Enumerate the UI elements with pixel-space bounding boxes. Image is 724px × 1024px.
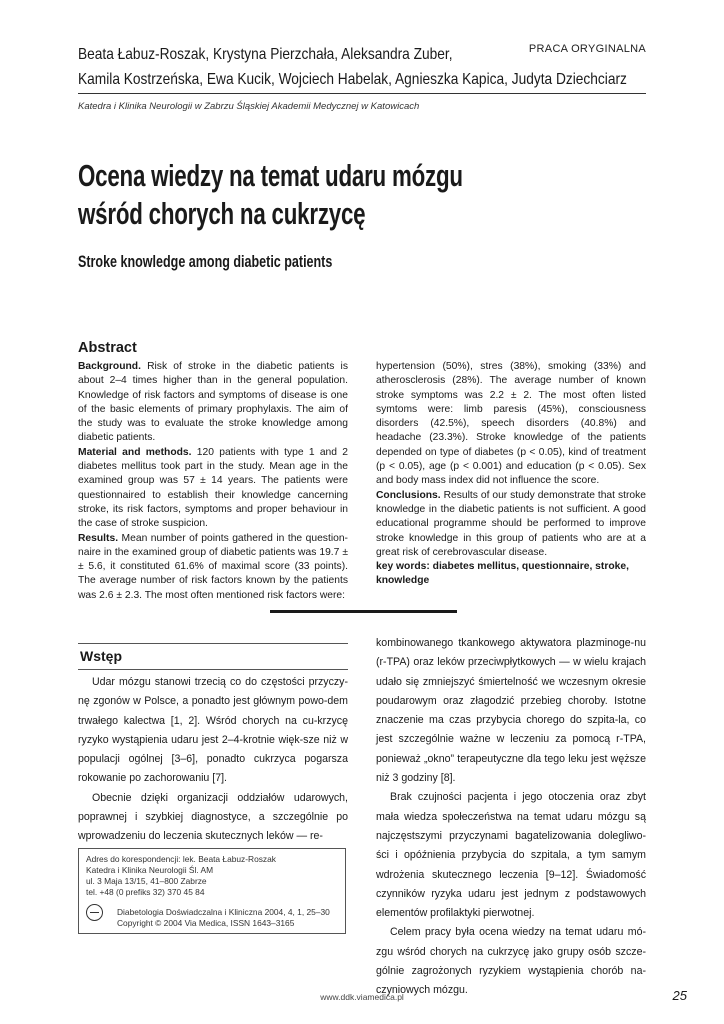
results-label: Results. — [78, 532, 119, 544]
intro-right-column — [376, 634, 646, 1001]
keywords-label: key words: — [376, 561, 430, 573]
methods-label: Material and methods. — [78, 446, 192, 458]
section-divider — [270, 610, 457, 613]
background-text: Risk of stroke in the diabetic patients is about 2–4 times higher than in the general population. Knowledge of risk factors and symptoms of disease is one of the basic elements of primary prophylaxis. The aim of the study was to evaluate the stroke knowledge among diabetic patients. — [78, 361, 348, 444]
journal-citation — [117, 907, 330, 929]
title-line-2: wśród chorych na cukrzycę — [78, 196, 366, 231]
journal-citation-line-2: Copyright © 2004 Via Medica, ISSN 1643–3165 — [117, 918, 295, 928]
methods-text: 120 patients with type 1 and 2 diabetes mellitus took part in the study. Mean age in the examined group was 57 ± 14 years. The patients were questionnaired to establish their knowledge cancerning stroke, its risk factors, symptoms and proper behaviour in the case of stroke suspicion. — [78, 446, 348, 530]
abstract-heading: Abstract — [78, 340, 137, 356]
page-number: 25 — [672, 988, 687, 1003]
authors-line-2: Kamila Kostrzeńska, Ewa Kucik, Wojciech Habelak, Agnieszka Kapica, Judyta Dziechciarz — [78, 71, 627, 88]
intro-left-column — [78, 673, 348, 847]
intro-heading: Wstęp — [80, 648, 122, 664]
affiliation: Katedra i Klinika Neurologii w Zabrzu Śląskiej Akademii Medycznej w Katowicach — [78, 101, 420, 112]
correspondence-line-2: Katedra i Klinika Neurologii Śl. AM — [86, 865, 214, 875]
authors-line-1: Beata Łabuz-Roszak, Krystyna Pierzchała, Aleksandra Zuber, — [78, 46, 453, 63]
correspondence-line-3: ul. 3 Maja 13/15, 41–800 Zabrze — [86, 876, 207, 886]
conclusions-label: Conclusions. — [376, 489, 441, 501]
abstract-conclusions — [376, 489, 646, 560]
abstract-left-column — [78, 360, 348, 603]
journal-citation-line-1: Diabetologia Doświadczalna i Kliniczna 2004, 4, 1, 25–30 — [117, 907, 330, 917]
correspondence-line-1: Adres do korespondencji: lek. Beata Łabuz-Roszak — [86, 854, 276, 864]
article-type-label: PRACA ORYGINALNA — [528, 43, 646, 55]
correspondence-address — [86, 854, 276, 898]
abstract-right-column — [376, 360, 646, 589]
journal-logo-icon — [86, 904, 103, 921]
keywords-text: diabetes mellitus, questionnaire, stroke, knowledge — [376, 561, 629, 587]
intro-paragraph-3: Brak czujności pacjenta i jego otoczenia oraz zbyt mała wiedza społeczeństwa na temat udaru mózgu są najczęstszymi przyczynami bagatelizowania dolegliwo-ści i opóźnienia przybycia do szpitala, a tym samym wdrożenia skutecznego leczenia [9–12]. Świadomość czynników ryzyka udaru jest jednym z podstawowych elementów profilaktyki pierwotnej. — [376, 791, 646, 920]
footer-url: www.ddk.viamedica.pl — [320, 992, 404, 1002]
intro-rule-top — [78, 643, 348, 644]
intro-paragraph-2-continued: kombinowanego tkankowego aktywatora plazminoge-nu (r-TPA) oraz leków przeciwpłytkowych — w wielu krajach udało się zmniejszyć śmiertelność we wczesnym okresie poudarowym oraz złagodzić przebieg choroby. Istotne znaczenie ma czas przybycia chorego do szpita-la, co jest szczególnie ważne w leczeniu za pomocą r-TPA, ponieważ „okno” terapeutyczne dla tego leku jest węższe niż 3 godziny [8]. — [376, 637, 646, 785]
correspondence-line-4: tel. +48 (0 prefiks 32) 370 45 84 — [86, 887, 205, 897]
article-title — [78, 157, 463, 233]
title-line-1: Ocena wiedzy na temat udaru mózgu — [78, 158, 463, 193]
abstract-results — [78, 532, 348, 603]
intro-paragraph-2: Obecnie dzięki organizacji oddziałów udarowych, poprawnej i szybkiej diagnostyce, a szczególnie po wprowadzeniu do leczenia skutecznych leków — re- — [78, 791, 348, 843]
results-text: Mean number of points gathered in the question-naire in the examined group of diabetic patients was 19.7 ± ± 5.6, it constituted 61.6% of maximal score (33 points). The average number of risk factors known by the patients was 2.6 ± 2.3. The most often mentioned risk factors were: — [78, 532, 348, 601]
conclusions-text: Results of our study demonstrate that stroke knowledge in the diabetic patients is not sufficient. A good educational programme should be performed to improve stroke knowledge in this group of patients who are at a great risk of cerebrovascular disease. — [376, 489, 646, 558]
intro-paragraph-4: Celem pracy była ocena wiedzy na temat udaru mó-zgu wśród chorych na cukrzycę jako grupy osób szcze-gólnie zagrożonych ryzykiem wystąpienia chorób na-czyniowych mózgu. — [376, 926, 646, 997]
article-subtitle: Stroke knowledge among diabetic patients — [78, 253, 333, 271]
abstract-methods — [78, 446, 348, 532]
abstract-background — [78, 360, 348, 446]
background-label: Background. — [78, 361, 141, 372]
header-rule — [78, 93, 646, 94]
abstract-results-continued: hypertension (50%), stres (38%), smoking (33%) and atherosclerosis (28%). The average number of known stroke symptoms was 2.2 ± 2. The most often listed symtoms were: limb paresis (45%), consciousness disorders (42.5%), speech disorders (40.8%) and headache (23.3%). Stroke knowledge of the patients depended on type of diabetes (p < 0.05), kind of treatment (p < 0.05), age (p < 0.001) and education (p < 0.05). Sex and body mass index did not influence the score. — [376, 361, 646, 487]
intro-rule-bottom — [78, 669, 348, 670]
intro-paragraph-1: Udar mózgu stanowi trzecią co do częstości przyczy-nę zgonów w Polsce, a ponadto jest głównym powo-dem trwałego kalectwa [1, 2]. Wśród chorych na cu-krzycę ryzyko wystąpienia udaru jest 2–4-krotnie więk-sze niż w populacji ogólnej [3–6], ponadto cukrzyca pogarsza rokowanie po zachorowaniu [7]. — [78, 676, 348, 785]
abstract-keywords — [376, 560, 646, 589]
